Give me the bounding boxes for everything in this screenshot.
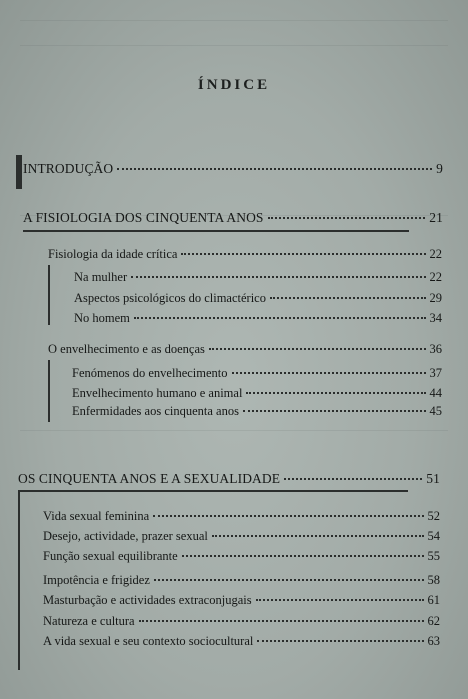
leader-dots	[243, 410, 426, 412]
toc-entry-page: 61	[427, 593, 440, 607]
bleed-through-line	[20, 430, 448, 431]
toc-entry-label: Aspectos psicológicos do climactérico	[74, 291, 266, 305]
toc-entry-page: 22	[429, 270, 442, 284]
toc-entry-label: OS CINQUENTA ANOS E A SEXUALIDADE	[18, 471, 281, 486]
bleed-through-line	[20, 20, 448, 21]
toc-entry-label: Na mulher	[74, 270, 128, 284]
toc-entry-page: 55	[427, 549, 440, 563]
toc-entry-label: Enfermidades aos cinquenta anos	[72, 404, 239, 418]
toc-entry-section	[72, 366, 442, 381]
toc-entry-chapter	[48, 342, 442, 357]
toc-entry-page: 21	[429, 210, 443, 225]
toc-entry-chapter	[48, 247, 442, 262]
leader-dots	[257, 640, 423, 642]
leader-dots	[181, 253, 425, 255]
toc-entry-section	[72, 404, 442, 419]
toc-entry-chapter	[43, 593, 440, 608]
leader-dots	[154, 579, 424, 581]
toc-entry-chapter	[43, 529, 440, 544]
leader-dots	[134, 317, 426, 319]
part-bracket	[18, 490, 20, 670]
leader-dots	[270, 297, 426, 299]
toc-entry-label: No homem	[74, 311, 130, 325]
toc-entry-page: 34	[429, 311, 442, 325]
toc-entry-page: 54	[427, 529, 440, 543]
toc-entry-chapter	[43, 634, 440, 649]
toc-entry-page: 29	[429, 291, 442, 305]
toc-entry-label: Vida sexual feminina	[43, 509, 150, 523]
leader-dots	[232, 372, 426, 374]
toc-entry-section	[74, 270, 442, 285]
toc-entry-chapter	[43, 614, 440, 629]
leader-dots	[209, 348, 426, 350]
toc-entry-page: 44	[429, 386, 442, 400]
toc-entry-page: 37	[429, 366, 442, 380]
toc-entry-page: 51	[426, 471, 440, 486]
leader-dots	[153, 515, 423, 517]
toc-entry-page: 22	[429, 247, 442, 261]
toc-entry-label: Masturbação e actividades extraconjugais	[43, 593, 252, 607]
chapter-bracket	[48, 265, 50, 325]
leader-dots	[139, 620, 424, 622]
section-bracket	[16, 155, 22, 189]
leader-dots	[246, 392, 425, 394]
toc-entry-label: Fisiologia da idade crítica	[48, 247, 178, 261]
toc-entry-introduction	[23, 161, 443, 177]
toc-entry-label: Impotência e frigidez	[43, 573, 150, 587]
toc-entry-label: A vida sexual e seu contexto sociocultural	[43, 634, 254, 648]
chapter-bracket	[48, 360, 50, 422]
toc-entry-label: INTRODUÇÃO	[23, 161, 114, 176]
toc-entry-label: Envelhecimento humano e animal	[72, 386, 243, 400]
toc-entry-chapter	[43, 573, 440, 588]
part-rule	[18, 490, 408, 492]
toc-entry-chapter	[43, 509, 440, 524]
leader-dots	[268, 217, 426, 219]
index-heading: ÍNDICE	[197, 77, 271, 93]
toc-entry-section	[74, 291, 442, 306]
leader-dots	[256, 599, 424, 601]
bleed-through-line	[20, 45, 448, 46]
toc-entry-label: A FISIOLOGIA DOS CINQUENTA ANOS	[23, 210, 264, 225]
toc-entry-section	[74, 311, 442, 326]
toc-entry-part	[18, 471, 440, 487]
toc-entry-page: 9	[436, 161, 443, 176]
toc-entry-page: 58	[427, 573, 440, 587]
toc-entry-page: 63	[427, 634, 440, 648]
toc-entry-page: 36	[429, 342, 442, 356]
toc-entry-page: 62	[427, 614, 440, 628]
leader-dots	[131, 276, 425, 278]
leader-dots	[284, 478, 422, 480]
toc-entry-label: Fenómenos do envelhecimento	[72, 366, 228, 380]
toc-entry-label: Função sexual equilibrante	[43, 549, 178, 563]
toc-entry-part	[23, 210, 443, 226]
leader-dots	[117, 168, 432, 170]
toc-entry-page: 45	[429, 404, 442, 418]
leader-dots	[182, 555, 424, 557]
part-rule	[23, 230, 409, 232]
toc-entry-label: O envelhecimento e as doenças	[48, 342, 205, 356]
leader-dots	[212, 535, 424, 537]
toc-entry-page: 52	[427, 509, 440, 523]
toc-entry-section	[72, 386, 442, 401]
toc-entry-label: Natureza e cultura	[43, 614, 135, 628]
toc-entry-label: Desejo, actividade, prazer sexual	[43, 529, 208, 543]
toc-entry-chapter	[43, 549, 440, 564]
